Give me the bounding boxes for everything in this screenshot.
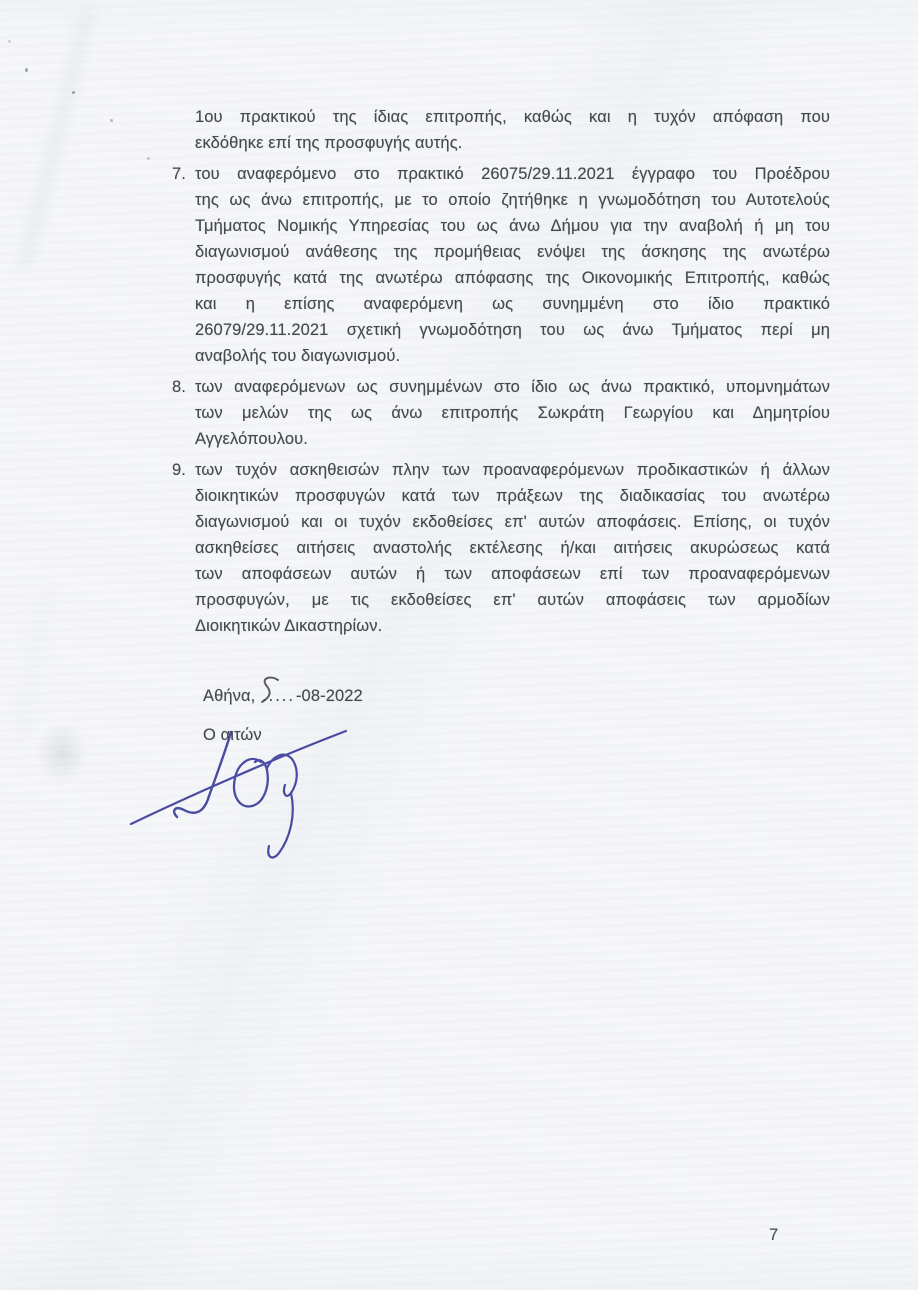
pencil-smudge	[36, 722, 88, 784]
item-text	[195, 161, 830, 369]
text-line: Τμήματος Νομικής Υπηρεσίας του ως άνω Δήμου για την αναβολή ή μη του	[195, 217, 830, 235]
item-text	[195, 374, 830, 452]
text-line: και η επίσης αναφερόμενη ως συνημμένη στο ίδιο πρακτικό	[195, 295, 830, 313]
text-line: των αναφερόμενων ως συνημμένων στο ίδιο ως άνω πρακτικό, υπομνημάτων	[195, 378, 830, 396]
numbered-item-7	[172, 161, 830, 369]
date-city-label: Αθήνα,	[203, 687, 256, 705]
scan-streak	[17, 591, 50, 740]
date-day-dotted-blank: .....	[262, 687, 295, 705]
text-line: 26079/29.11.2021 σχετική γνωμοδότηση του ως άνω Τμήματος περί μη	[195, 321, 830, 339]
item-number: 8.	[172, 378, 186, 396]
scan-streak	[20, 9, 93, 268]
text-line: 1ου πρακτικού της ίδιας επιτροπής, καθώς και η τυχόν απόφαση που	[195, 108, 830, 126]
text-line: διοικητικών προσφυγών κατά των πράξεων της διαδικασίας του ανωτέρω	[195, 487, 830, 505]
page-number: 7	[769, 1226, 779, 1244]
paragraph-continuation	[172, 104, 830, 156]
scan-speck	[147, 157, 150, 160]
scan-speck	[72, 91, 75, 94]
text-line: των τυχόν ασκηθεισών πλην των προαναφερόμενων προδικαστικών ή άλλων	[195, 461, 830, 479]
text-line: Διοικητικών Δικαστηρίων.	[195, 617, 383, 635]
numbered-item-9	[172, 457, 830, 639]
scan-speck	[110, 119, 113, 122]
signer-label: Ο αιτών	[203, 726, 262, 744]
numbered-item-8	[172, 374, 830, 452]
text-line: εκδόθηκε επί της προσφυγής αυτής.	[195, 134, 463, 152]
date-month-year: -08-2022	[295, 687, 363, 705]
text-line: διαγωνισμού ανάθεσης της προμήθειας ενόψει της άσκησης της ανωτέρω	[195, 243, 830, 261]
text-line: ασκηθείσες αιτήσεις αναστολής εκτέλεσης ή/και αιτήσεις ακυρώσεως κατά	[195, 539, 830, 557]
text-line: Αγγελόπουλου.	[195, 430, 308, 448]
text-line: των μελών της ως άνω επιτροπής Σωκράτη Γεωργίου και Δημητρίου	[195, 404, 830, 422]
text-line: προσφυγής κατά της ανωτέρω απόφασης της Οικονομικής Επιτροπής, καθώς	[195, 269, 830, 287]
scan-speck	[8, 40, 11, 43]
document-body	[172, 104, 830, 639]
item-number: 7.	[172, 165, 186, 183]
text-line: προσφυγών, με τις εκδοθείσες επ' αυτών αποφάσεις των αρμοδίων	[195, 591, 830, 609]
item-number: 9.	[172, 461, 186, 479]
text-line: του αναφερόμενο στο πρακτικό 26075/29.11.2021 έγγραφο του Προέδρου	[195, 165, 830, 183]
date-line	[203, 687, 363, 706]
text-line: αναβολής του διαγωνισμού.	[195, 347, 401, 365]
text-line: διαγωνισμού και οι τυχόν εκδοθείσες επ' αυτών αποφάσεις. Επίσης, οι τυχόν	[195, 513, 830, 531]
scan-speck	[25, 68, 28, 72]
text-line: της ως άνω επιτροπής, με το οποίο ζητήθηκε η γνωμοδότηση του Αυτοτελούς	[195, 191, 830, 209]
text-line: των αποφάσεων αυτών ή των αποφάσεων επί των προαναφερόμενων	[195, 565, 830, 583]
item-text	[195, 457, 830, 639]
